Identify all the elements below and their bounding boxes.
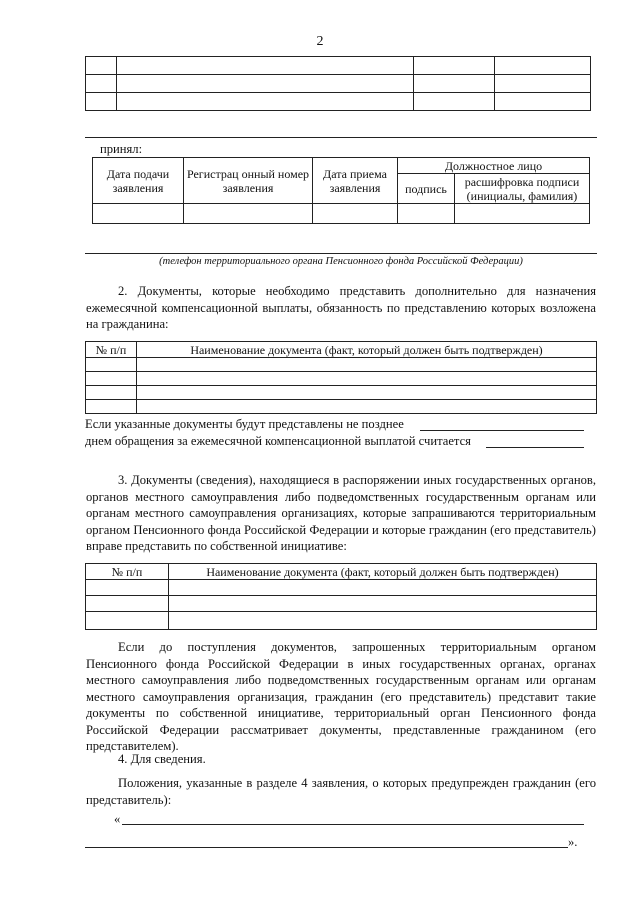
accepted-label: принял:	[100, 142, 143, 156]
phone-caption: (телефон территориального органа Пенсионного фонда Российской Федерации)	[159, 256, 523, 267]
statement-line1	[122, 824, 584, 825]
deadline-blank1	[420, 430, 584, 431]
statement-line2	[85, 847, 568, 848]
section3-table	[85, 563, 597, 630]
col-registration-number: Регистрац онный номер заявления	[184, 158, 313, 204]
deadline-line2: днем обращения за ежемесячной компенсационной выплатой считается	[85, 434, 471, 448]
section2-table	[85, 341, 597, 414]
page-number: 2	[316, 34, 324, 49]
col-official: Должностное лицо	[398, 158, 590, 174]
section4-text: Положения, указанные в разделе 4 заявления, о которых предупрежден гражданин (его представитель):	[86, 776, 596, 807]
quote-close: ».	[568, 835, 578, 849]
section4-title: 4. Для сведения.	[118, 752, 206, 766]
col-signature-transcript: расшифровка подписи (инициалы, фамилия)	[455, 174, 590, 204]
section3-note: Если до поступления документов, запрошенных территориальным органом Пенсионного фонда Российской Федерации в иных государственных органах, органах местного самоуправления либо подведомственных государственным органам или органам местного самоуправления организация, гражданин (его представитель) представит такие документы по собственной инициативе, территориальный орган Пенсионного фонда Российской Федерации рассматривает документы, представленные гражданином (его представителем).	[86, 640, 596, 753]
top-blank-table	[85, 56, 591, 111]
deadline-blank2	[486, 447, 584, 448]
col-receipt-date: Дата приема заявления	[313, 158, 398, 204]
separator-line	[85, 137, 597, 138]
section3-col-num: № п/п	[86, 564, 169, 580]
phone-line	[85, 253, 597, 254]
section2-col-num: № п/п	[86, 342, 137, 358]
deadline-line1: Если указанные документы будут представлены не позднее	[85, 417, 404, 431]
col-signature: подпись	[398, 174, 455, 204]
quote-open: «	[114, 812, 121, 826]
acceptance-table	[92, 157, 590, 224]
section2-col-name: Наименование документа (факт, который должен быть подтвержден)	[137, 342, 597, 358]
section3-text: 3. Документы (сведения), находящиеся в распоряжении иных государственных органов, органов местного самоуправления либо подведомственных государственным органам или органам местного самоуправления организациях, которые запрашиваются территориальным органом Пенсионного фонда Российской Федерации и которые гражданин (его представитель) вправе представить по собственной инициативе:	[86, 473, 596, 553]
section3-col-name: Наименование документа (факт, который должен быть подтвержден)	[169, 564, 597, 580]
section2-text: 2. Документы, которые необходимо представить дополнительно для назначения ежемесячной компенсационной выплаты, обязанность по представлению которых возложена на гражданина:	[86, 284, 596, 331]
col-submission-date: Дата подачи заявления	[93, 158, 184, 204]
